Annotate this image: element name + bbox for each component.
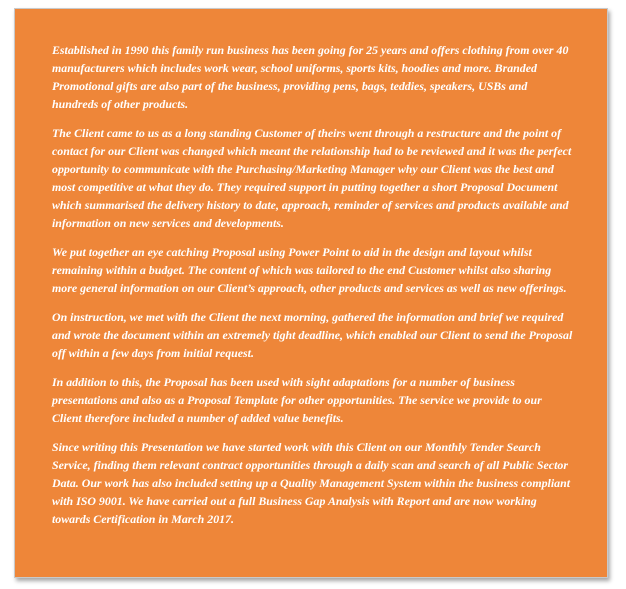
- paragraph-client-need: The Client came to us as a long standing Customer of theirs went through a restructure and the point of contact for our Client was changed which meant the relationship had to be reviewed and it was the perfect opportunity to communicate with the Purchasing/Marketing Manager why our Client was the best and most competitive at what they do. They required support in putting together a short Proposal Document which summarised the delivery history to date, approach, reminder of services and products available and information on new services and developments.: [52, 126, 572, 230]
- case-study-panel: [14, 8, 608, 578]
- paragraph-proposal-design: We put together an eye catching Proposal using Power Point to aid in the design and layout whilst remaining within a budget. The content of which was tailored to the end Customer whilst also sharing more general information on our Client’s approach, other products and services as well as new offerings.: [52, 245, 567, 295]
- paragraph-delivery: On instruction, we met with the Client the next morning, gathered the information and brief we required and wrote the document within an extremely tight deadline, which enabled our Client to send the Proposal off within a few days from initial request.: [52, 310, 573, 360]
- paragraph-added-value: In addition to this, the Proposal has been used with sight adaptations for a number of business presentations and also as a Proposal Template for other opportunities. The service we provide to our Client therefore included a number of added value benefits.: [52, 375, 542, 425]
- paragraph-company-background: Established in 1990 this family run business has been going for 25 years and offers clothing from over 40 manufacturers which includes work wear, school uniforms, sports kits, hoodies and more. Branded Promotional gifts are also part of the business, providing pens, bags, teddies, speakers, USBs and hundreds of other products.: [52, 43, 569, 111]
- paragraph-ongoing-work: Since writing this Presentation we have started work with this Client on our Monthly Tender Search Service, finding them relevant contract opportunities through a daily scan and search of all Public Sector Data. Our work has also included setting up a Quality Management System within the business compliant with ISO 9001. We have carried out a full Business Gap Analysis with Report and are now working towards Certification in March 2017.: [52, 440, 570, 526]
